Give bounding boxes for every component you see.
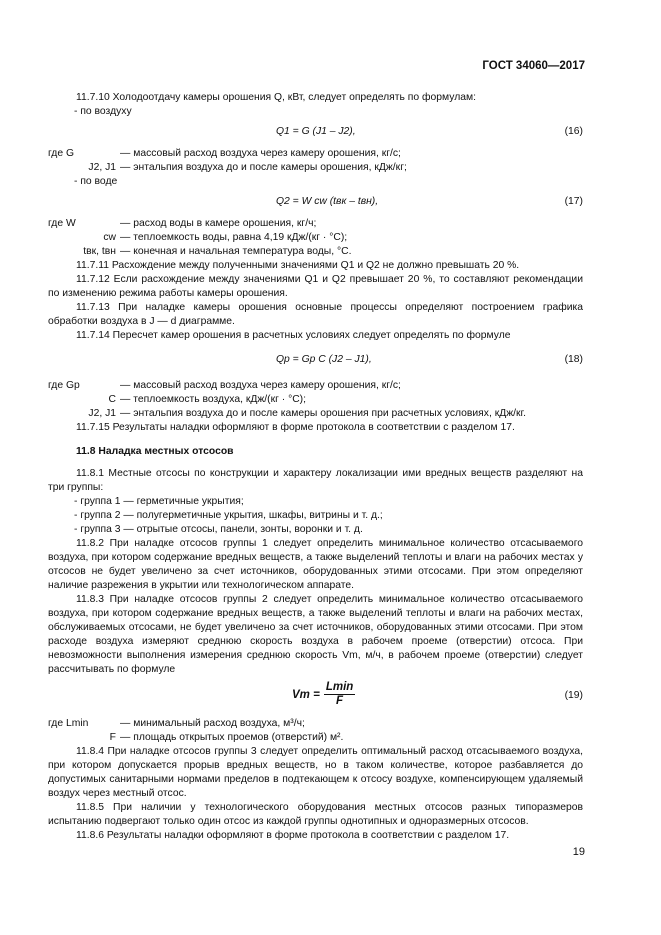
paragraph-11-8-1: 11.8.1 Местные отсосы по конструкции и характеру локализации ими вредных веществ разделяют на три группы: [48,468,583,493]
definitions-16 [48,147,583,175]
paragraph-11-8-5: 11.8.5 При наличии у технологического оборудования местных отсосов разных типоразмеров испытанию подвергают только один отсос из каждой группы однотипных и одноразмерных отсосов. [48,802,583,827]
section-title-11-8: 11.8 Наладка местных отсосов [76,446,234,457]
definitions-17 [48,217,583,259]
paragraph-11-8-6: 11.8.6 Результаты наладки оформляют в форме протокола в соответствии с разделом 17. [76,830,510,841]
definition-text: — энтальпия воздуха до и после камеры орошения, кДж/кг; [120,162,407,173]
definition-text: — конечная и начальная температура воды, °С. [120,246,352,257]
page-content [48,91,583,843]
paragraph-11-7-10: 11.7.10 Холодоотдачу камеры орошения Q, кВт, следует определять по формулам: [76,92,476,103]
definition-symbol: cw [103,232,116,243]
paragraph-11-7-13: 11.7.13 При наладке камеры орошения основные процессы определяют построением графика обработки воздуха в J — d диаграмме. [48,302,583,327]
definition-symbol: J2, J1 [88,162,116,173]
definition-row [48,161,583,175]
formula-19-expression [292,681,355,708]
definition-text: — расход воды в камере орошения, кг/ч; [120,218,317,229]
definition-row [48,245,583,259]
formula-18 [48,353,583,369]
paragraph-11-7-14: 11.7.14 Пересчет камер орошения в расчетных условиях следует определять по формуле [76,330,511,341]
formula-17 [48,195,583,211]
formula-19 [48,681,583,711]
list-item-by-water: - по воде [74,176,118,187]
definition-text: — теплоемкость воды, равна 4,19 кДж/(кг · °С); [120,232,348,243]
paragraph-11-7-11: 11.7.11 Расхождение между полученными значениями Q1 и Q2 не должно превышать 20 %. [76,260,520,271]
paragraph-11-8-3: 11.8.3 При наладке отсосов группы 2 следует определить минимальное количество отсасываемого воздуха, при котором содержание вредных веществ, а также выделений теплоты и влаги на рабочих местах, обслуживаемых отсосами, не будет увеличено за счет источников, оборудованных этими отсосами. При этом расходе воздуха измеряют среднюю скорость воздуха в рабочем проеме (отверстии) отсоса. При невозможности выполнения измерения среднюю скорость Vm, м/ч, в рабочем проеме (отверстии) следует рассчитывать по формуле [48,594,583,675]
definitions-18 [48,379,583,421]
list-item-group-2: - группа 2 — полугерметичные укрытия, шкафы, витрины и т. д.; [74,510,383,521]
formula-16 [48,125,583,141]
paragraph-11-8-2: 11.8.2 При наладке отсосов группы 1 следует определить минимальное количество отсасываемого воздуха, при котором содержание вредных веществ, а также выделений теплоты и влаги на рабочих местах у отсосов не будет увеличено за счет источников, оборудованных этими отсосами. При этом определяют наличие разрежения в укрытии или технологическом аппарате. [48,538,583,591]
formula-19-lhs: Vm = [292,688,320,701]
definition-symbol: где Gр [48,380,80,391]
paragraph-11-8-4: 11.8.4 При наладке отсосов группы 3 следует определить оптимальный расход отсасываемого воздуха, при котором допускается прорыв вредных веществ, но в таком количестве, которое разбавляется до допустимых санитарными нормами пределов в подтекающем к отсосу воздухе, компенсирующем удаляемый воздух через местный отсос. [48,746,583,799]
formula-19-number: (19) [564,690,583,701]
formula-17-number: (17) [564,196,583,207]
definition-text: — массовый расход воздуха через камеру орошения, кг/с; [120,380,401,391]
definition-text: — массовый расход воздуха через камеру орошения, кг/с; [120,148,401,159]
list-item-group-1: - группа 1 — герметичные укрытия; [74,496,244,507]
definition-row [48,407,583,421]
page-number: 19 [572,846,585,858]
definition-row [48,231,583,245]
definition-symbol: C [108,394,116,405]
definition-symbol: где G [48,148,75,159]
definition-row [48,217,583,231]
document-code: ГОСТ 34060—2017 [482,60,585,72]
definition-symbol: где Lmin [48,718,89,729]
paragraph-11-7-12: 11.7.12 Если расхождение между значениями Q1 и Q2 превышает 20 %, то составляют рекомендации по изменению режима работы камеры орошения. [48,274,583,299]
definition-symbol: tвк, tвн [83,246,116,257]
formula-16-number: (16) [564,126,583,137]
definition-symbol: F [109,732,116,743]
formula-17-expression: Q2 = W cw (tвк – tвн), [276,196,379,207]
definition-row [48,393,583,407]
formula-18-expression: Qр = Gр C (J2 – J1), [276,354,372,365]
definition-text: — теплоемкость воздуха, кДж/(кг · °С); [120,394,307,405]
definition-row [48,717,583,731]
list-item-by-air: - по воздуху [74,106,132,117]
definition-row [48,147,583,161]
fraction [324,681,355,708]
definition-row [48,731,583,745]
definition-text: — площадь открытых проемов (отверстий) м². [120,732,344,743]
definition-text: — энтальпия воздуха до и после камеры орошения при расчетных условиях, кДж/кг. [120,408,526,419]
paragraph-11-7-15: 11.7.15 Результаты наладки оформляют в форме протокола в соответствии с разделом 17. [76,422,515,433]
fraction-denominator: F [336,695,344,707]
definition-row [48,379,583,393]
definitions-19 [48,717,583,745]
formula-18-number: (18) [564,354,583,365]
list-item-group-3: - группа 3 — отрытые отсосы, панели, зонты, воронки и т. д. [74,524,363,535]
fraction-numerator: Lmin [325,681,354,693]
definition-symbol: J2, J1 [88,408,116,419]
definition-text: — минимальный расход воздуха, м³/ч; [120,718,305,729]
formula-16-expression: Q1 = G (J1 – J2), [276,126,356,137]
definition-symbol: где W [48,218,76,229]
